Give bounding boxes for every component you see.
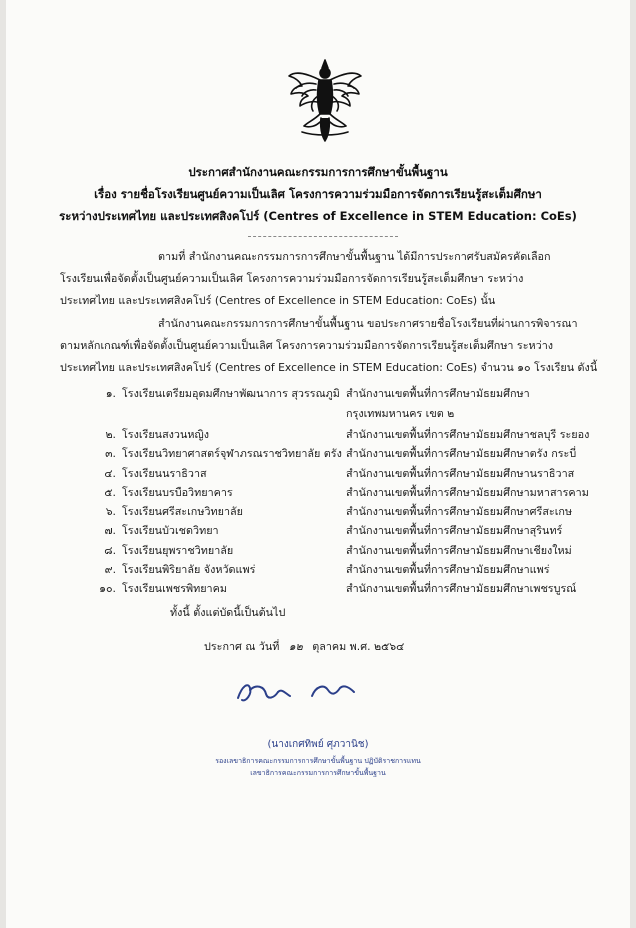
education-office: สำนักงานเขตพื้นที่การศึกษามัธยมศึกษาตรัง กระบี่ — [346, 447, 577, 461]
education-office: สำนักงานเขตพื้นที่การศึกษามัธยมศึกษามหาสารคาม — [346, 485, 589, 499]
list-item — [60, 579, 600, 598]
signatory-name: (นางเกศทิพย์ ศุภวานิช) — [267, 739, 369, 750]
paragraph-1-line-2: โรงเรียนเพื่อจัดตั้งเป็นศูนย์ความเป็นเลิศ โครงการความร่วมมือการจัดการเรียนรู้สะเต็มศึกษา ระหว่าง — [60, 272, 524, 285]
list-item — [60, 483, 600, 502]
school-name: โรงเรียนพิริยาลัย จังหวัดแพร่ — [122, 563, 256, 577]
school-name: โรงเรียนวิทยาศาสตร์จุฬาภรณราชวิทยาลัย ตรัง — [122, 447, 342, 461]
list-item — [60, 444, 600, 463]
school-name: โรงเรียนสงวนหญิง — [122, 428, 209, 441]
education-office-line-2: กรุงเทพมหานคร เขต ๒ — [346, 407, 455, 420]
list-item — [60, 560, 600, 579]
education-office-line-1: สำนักงานเขตพื้นที่การศึกษามัธยมศึกษา — [346, 387, 530, 400]
education-office: สำนักงานเขตพื้นที่การศึกษามัธยมศึกษาเชียงใหม่ — [346, 543, 572, 557]
list-item — [60, 521, 600, 540]
list-item-number: ๔. — [104, 466, 116, 480]
education-office: สำนักงานเขตพื้นที่การศึกษามัธยมศึกษานราธิวาส — [346, 466, 575, 480]
list-item-number: ๒. — [105, 428, 116, 441]
list-item-number: ๑. — [105, 387, 116, 400]
announcement-date — [204, 638, 404, 655]
school-name: โรงเรียนบัวเชดวิทยา — [122, 524, 219, 538]
list-item-number: ๓. — [105, 447, 116, 461]
paragraph-1-line-3: ประเทศไทย และประเทศสิงคโปร์ (Centres of Excellence in STEM Education: CoEs) นั้น — [60, 294, 496, 307]
education-office: สำนักงานเขตพื้นที่การศึกษามัธยมศึกษาเพชรบูรณ์ — [346, 582, 577, 596]
education-office: สำนักงานเขตพื้นที่การศึกษามัธยมศึกษาชลบุรี ระยอง — [346, 428, 590, 441]
announcement-title: ประกาศสำนักงานคณะกรรมการการศึกษาขั้นพื้นฐาน — [188, 165, 448, 179]
signatory-position: รองเลขาธิการคณะกรรมการการศึกษาขั้นพื้นฐาน ปฏิบัติราชการแทน — [215, 757, 421, 765]
list-item-number: ๕. — [104, 485, 116, 499]
list-item-number: ๗. — [104, 524, 116, 538]
paragraph-1-line-1: ตามที่ สำนักงานคณะกรรมการการศึกษาขั้นพื้นฐาน ได้มีการประกาศรับสมัครคัดเลือก — [158, 250, 551, 263]
list-item — [60, 464, 600, 483]
announcement-day: ๑๒ — [288, 640, 303, 653]
announcement-subject-continued: ระหว่างประเทศไทย และประเทศสิงคโปร์ (Centres of Excellence in STEM Education: CoEs) — [59, 209, 577, 223]
page-edge-right — [630, 0, 636, 928]
paragraph-2-line-3: ประเทศไทย และประเทศสิงคโปร์ (Centres of Excellence in STEM Education: CoEs) จำนวน ๑๐ โรงเรียน ดังนี้ — [60, 361, 598, 374]
list-item-number: ๘. — [104, 543, 116, 557]
education-office: สำนักงานเขตพื้นที่การศึกษามัธยมศึกษาสุรินทร์ — [346, 524, 563, 538]
paragraph-1 — [60, 246, 600, 312]
paragraph-2-line-2: ตามหลักเกณฑ์เพื่อจัดตั้งเป็นศูนย์ความเป็นเลิศ โครงการความร่วมมือการจัดการเรียนรู้สะเต็มศึกษา ระหว่าง — [60, 339, 554, 352]
paragraph-2-line-1: สำนักงานคณะกรรมการการศึกษาขั้นพื้นฐาน ขอประกาศรายชื่อโรงเรียนที่ผ่านการพิจารณา — [158, 317, 578, 330]
school-name: โรงเรียนเพชรพิทยาคม — [122, 582, 227, 596]
signatory-position-continued: เลขาธิการคณะกรรมการการศึกษาขั้นพื้นฐาน — [250, 769, 386, 777]
announcement-month-year: ตุลาคม พ.ศ. ๒๕๖๔ — [312, 640, 405, 653]
announcement-date-prefix: ประกาศ ณ วันที่ — [204, 640, 280, 653]
school-name: โรงเรียนนราธิวาส — [122, 466, 207, 480]
title-divider — [248, 236, 398, 237]
school-list — [60, 384, 600, 599]
list-item — [60, 541, 600, 560]
handwritten-signature — [228, 672, 378, 712]
effective-statement: ทั้งนี้ ตั้งแต่บัดนี้เป็นต้นไป — [170, 606, 286, 619]
garuda-emblem-icon — [286, 56, 364, 144]
list-item-number: ๙. — [104, 563, 116, 577]
list-item — [60, 502, 600, 521]
education-office: สำนักงานเขตพื้นที่การศึกษามัธยมศึกษาแพร่ — [346, 563, 550, 577]
education-office — [346, 384, 606, 424]
paragraph-2 — [60, 313, 600, 379]
school-name: โรงเรียนบรบือวิทยาคาร — [122, 485, 233, 499]
school-name: โรงเรียนศรีสะเกษวิทยาลัย — [122, 505, 243, 519]
list-item-number: ๖. — [105, 505, 116, 519]
education-office: สำนักงานเขตพื้นที่การศึกษามัธยมศึกษาศรีสะเกษ — [346, 505, 573, 519]
list-item — [60, 384, 600, 425]
list-item — [60, 425, 600, 444]
announcement-subject: เรื่อง รายชื่อโรงเรียนศูนย์ความเป็นเลิศ โครงการความร่วมมือการจัดการเรียนรู้สะเต็มศึกษา — [94, 187, 542, 201]
page-edge-left — [0, 0, 6, 928]
school-name: โรงเรียนเตรียมอุดมศึกษาพัฒนาการ สุวรรณภูมิ — [122, 387, 340, 400]
school-name: โรงเรียนยุพราชวิทยาลัย — [122, 543, 234, 557]
list-item-number: ๑๐. — [99, 582, 116, 596]
